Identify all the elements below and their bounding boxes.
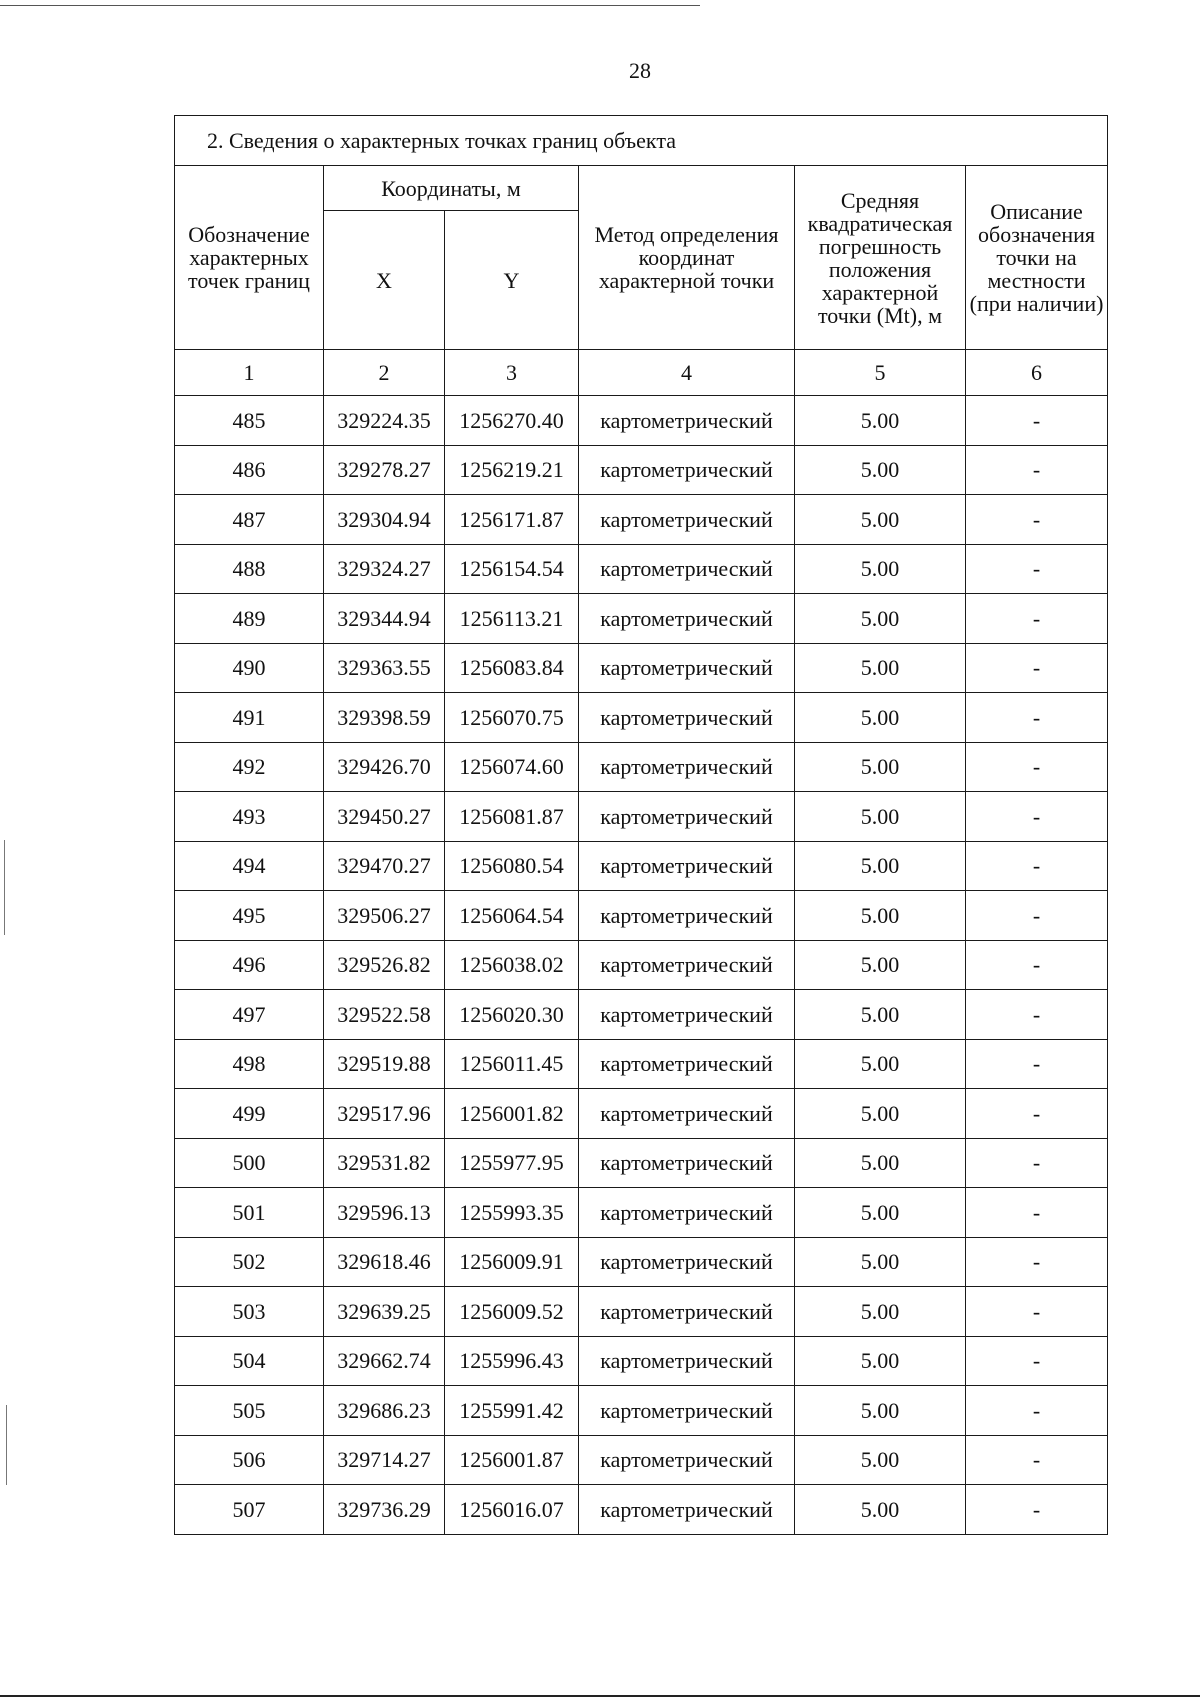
- method-cell: картометрический: [579, 1287, 795, 1337]
- error-cell: 5.00: [795, 792, 966, 842]
- x-cell: 329398.59: [324, 693, 445, 743]
- description-cell: -: [966, 841, 1108, 891]
- boundary-points-table: [174, 115, 1108, 1535]
- description-cell: -: [966, 1039, 1108, 1089]
- y-cell: 1255993.35: [445, 1188, 579, 1238]
- description-cell: -: [966, 495, 1108, 545]
- table-row: [175, 1138, 1108, 1188]
- x-cell: 329426.70: [324, 742, 445, 792]
- x-cell: 329519.88: [324, 1039, 445, 1089]
- table-row: [175, 990, 1108, 1040]
- x-cell: 329470.27: [324, 841, 445, 891]
- column-number: 5: [795, 350, 966, 396]
- description-cell: -: [966, 1485, 1108, 1535]
- y-cell: 1256083.84: [445, 643, 579, 693]
- y-cell: 1256016.07: [445, 1485, 579, 1535]
- method-cell: картометрический: [579, 742, 795, 792]
- scan-edge-top: [0, 5, 700, 6]
- y-cell: 1255977.95: [445, 1138, 579, 1188]
- table-row: [175, 396, 1108, 446]
- method-cell: картометрический: [579, 693, 795, 743]
- header-point-label: Обозначение характерных точек границ: [175, 166, 324, 350]
- point-cell: 498: [175, 1039, 324, 1089]
- point-cell: 496: [175, 940, 324, 990]
- error-cell: 5.00: [795, 1089, 966, 1139]
- point-cell: 491: [175, 693, 324, 743]
- method-cell: картометрический: [579, 495, 795, 545]
- description-cell: -: [966, 1386, 1108, 1436]
- table-row: [175, 445, 1108, 495]
- error-cell: 5.00: [795, 643, 966, 693]
- point-cell: 490: [175, 643, 324, 693]
- table-row: [175, 693, 1108, 743]
- point-cell: 500: [175, 1138, 324, 1188]
- x-cell: 329618.46: [324, 1237, 445, 1287]
- error-cell: 5.00: [795, 1287, 966, 1337]
- description-cell: -: [966, 1089, 1108, 1139]
- x-cell: 329531.82: [324, 1138, 445, 1188]
- point-cell: 502: [175, 1237, 324, 1287]
- error-cell: 5.00: [795, 1188, 966, 1238]
- table-row: [175, 1386, 1108, 1436]
- point-cell: 507: [175, 1485, 324, 1535]
- method-cell: картометрический: [579, 1237, 795, 1287]
- table-row: [175, 940, 1108, 990]
- point-cell: 489: [175, 594, 324, 644]
- table-row: [175, 495, 1108, 545]
- page-number: 28: [629, 58, 651, 83]
- description-cell: -: [966, 1237, 1108, 1287]
- x-cell: 329522.58: [324, 990, 445, 1040]
- y-cell: 1256001.87: [445, 1435, 579, 1485]
- description-cell: -: [966, 1287, 1108, 1337]
- x-cell: 329344.94: [324, 594, 445, 644]
- method-cell: картометрический: [579, 1138, 795, 1188]
- error-cell: 5.00: [795, 1485, 966, 1535]
- y-cell: 1256064.54: [445, 891, 579, 941]
- table-row: [175, 643, 1108, 693]
- header-coordinates: Координаты, м: [324, 166, 579, 211]
- table-row: [175, 1039, 1108, 1089]
- x-cell: 329526.82: [324, 940, 445, 990]
- y-cell: 1256020.30: [445, 990, 579, 1040]
- x-cell: 329686.23: [324, 1386, 445, 1436]
- method-cell: картометрический: [579, 1336, 795, 1386]
- method-cell: картометрический: [579, 1089, 795, 1139]
- table-row: [175, 891, 1108, 941]
- x-cell: 329517.96: [324, 1089, 445, 1139]
- description-cell: -: [966, 693, 1108, 743]
- table-row: [175, 1336, 1108, 1386]
- scan-margin-mark: [6, 1405, 7, 1485]
- y-cell: 1256080.54: [445, 841, 579, 891]
- y-cell: 1255991.42: [445, 1386, 579, 1436]
- method-cell: картометрический: [579, 1188, 795, 1238]
- y-cell: 1256270.40: [445, 396, 579, 446]
- column-number: 6: [966, 350, 1108, 396]
- error-cell: 5.00: [795, 990, 966, 1040]
- table-row: [175, 1188, 1108, 1238]
- point-cell: 499: [175, 1089, 324, 1139]
- table-row: [175, 544, 1108, 594]
- method-cell: картометрический: [579, 1039, 795, 1089]
- scan-edge-bottom: [0, 1695, 1200, 1697]
- method-cell: картометрический: [579, 643, 795, 693]
- section-title: 2. Сведения о характерных точках границ объекта: [175, 116, 1108, 166]
- error-cell: 5.00: [795, 544, 966, 594]
- error-cell: 5.00: [795, 742, 966, 792]
- error-cell: 5.00: [795, 1039, 966, 1089]
- column-number: 3: [445, 350, 579, 396]
- y-cell: 1256011.45: [445, 1039, 579, 1089]
- table-row: [175, 1435, 1108, 1485]
- column-number-row: [175, 350, 1108, 396]
- description-cell: -: [966, 643, 1108, 693]
- table-row: [175, 742, 1108, 792]
- error-cell: 5.00: [795, 495, 966, 545]
- table-row: [175, 1237, 1108, 1287]
- y-cell: 1256081.87: [445, 792, 579, 842]
- point-cell: 485: [175, 396, 324, 446]
- point-cell: 493: [175, 792, 324, 842]
- error-cell: 5.00: [795, 1237, 966, 1287]
- point-cell: 495: [175, 891, 324, 941]
- point-cell: 492: [175, 742, 324, 792]
- x-cell: 329639.25: [324, 1287, 445, 1337]
- error-cell: 5.00: [795, 1336, 966, 1386]
- description-cell: -: [966, 594, 1108, 644]
- method-cell: картометрический: [579, 594, 795, 644]
- x-cell: 329662.74: [324, 1336, 445, 1386]
- method-cell: картометрический: [579, 891, 795, 941]
- error-cell: 5.00: [795, 1138, 966, 1188]
- y-cell: 1255996.43: [445, 1336, 579, 1386]
- description-cell: -: [966, 742, 1108, 792]
- method-cell: картометрический: [579, 1435, 795, 1485]
- table-row: [175, 841, 1108, 891]
- x-cell: 329596.13: [324, 1188, 445, 1238]
- error-cell: 5.00: [795, 445, 966, 495]
- method-cell: картометрический: [579, 792, 795, 842]
- y-cell: 1256171.87: [445, 495, 579, 545]
- point-cell: 506: [175, 1435, 324, 1485]
- y-cell: 1256113.21: [445, 594, 579, 644]
- column-number: 1: [175, 350, 324, 396]
- description-cell: -: [966, 990, 1108, 1040]
- table-row: [175, 792, 1108, 842]
- table-row: [175, 1485, 1108, 1535]
- y-cell: 1256009.52: [445, 1287, 579, 1337]
- y-cell: 1256219.21: [445, 445, 579, 495]
- y-cell: 1256154.54: [445, 544, 579, 594]
- header-x: X: [324, 211, 445, 350]
- y-cell: 1256074.60: [445, 742, 579, 792]
- method-cell: картометрический: [579, 1386, 795, 1436]
- error-cell: 5.00: [795, 841, 966, 891]
- description-cell: -: [966, 891, 1108, 941]
- header-row: [175, 166, 1108, 211]
- point-cell: 486: [175, 445, 324, 495]
- header-y: Y: [445, 211, 579, 350]
- description-cell: -: [966, 1435, 1108, 1485]
- error-cell: 5.00: [795, 940, 966, 990]
- x-cell: 329324.27: [324, 544, 445, 594]
- x-cell: 329506.27: [324, 891, 445, 941]
- y-cell: 1256038.02: [445, 940, 579, 990]
- point-cell: 494: [175, 841, 324, 891]
- description-cell: -: [966, 396, 1108, 446]
- table-row: [175, 1287, 1108, 1337]
- table-title-row: [175, 116, 1108, 166]
- x-cell: 329714.27: [324, 1435, 445, 1485]
- description-cell: -: [966, 792, 1108, 842]
- scan-margin-mark: [4, 840, 5, 935]
- method-cell: картометрический: [579, 841, 795, 891]
- x-cell: 329363.55: [324, 643, 445, 693]
- x-cell: 329224.35: [324, 396, 445, 446]
- header-error: Средняя квадратическая погрешность положения характерной точки (Mt), м: [795, 166, 966, 350]
- point-cell: 501: [175, 1188, 324, 1238]
- error-cell: 5.00: [795, 891, 966, 941]
- column-number: 4: [579, 350, 795, 396]
- x-cell: 329304.94: [324, 495, 445, 545]
- method-cell: картометрический: [579, 940, 795, 990]
- description-cell: -: [966, 544, 1108, 594]
- table-row: [175, 594, 1108, 644]
- table-row: [175, 1089, 1108, 1139]
- point-cell: 488: [175, 544, 324, 594]
- x-cell: 329450.27: [324, 792, 445, 842]
- method-cell: картометрический: [579, 990, 795, 1040]
- x-cell: 329736.29: [324, 1485, 445, 1535]
- description-cell: -: [966, 1188, 1108, 1238]
- error-cell: 5.00: [795, 594, 966, 644]
- error-cell: 5.00: [795, 1435, 966, 1485]
- description-cell: -: [966, 1138, 1108, 1188]
- error-cell: 5.00: [795, 396, 966, 446]
- point-cell: 497: [175, 990, 324, 1040]
- method-cell: картометрический: [579, 445, 795, 495]
- header-description: Описание обозначения точки на местности (при наличии): [966, 166, 1108, 350]
- y-cell: 1256001.82: [445, 1089, 579, 1139]
- method-cell: картометрический: [579, 1485, 795, 1535]
- column-number: 2: [324, 350, 445, 396]
- description-cell: -: [966, 940, 1108, 990]
- method-cell: картометрический: [579, 544, 795, 594]
- error-cell: 5.00: [795, 1386, 966, 1436]
- description-cell: -: [966, 445, 1108, 495]
- description-cell: -: [966, 1336, 1108, 1386]
- point-cell: 505: [175, 1386, 324, 1436]
- point-cell: 504: [175, 1336, 324, 1386]
- error-cell: 5.00: [795, 693, 966, 743]
- point-cell: 487: [175, 495, 324, 545]
- y-cell: 1256009.91: [445, 1237, 579, 1287]
- y-cell: 1256070.75: [445, 693, 579, 743]
- point-cell: 503: [175, 1287, 324, 1337]
- x-cell: 329278.27: [324, 445, 445, 495]
- header-method: Метод определения координат характерной точки: [579, 166, 795, 350]
- method-cell: картометрический: [579, 396, 795, 446]
